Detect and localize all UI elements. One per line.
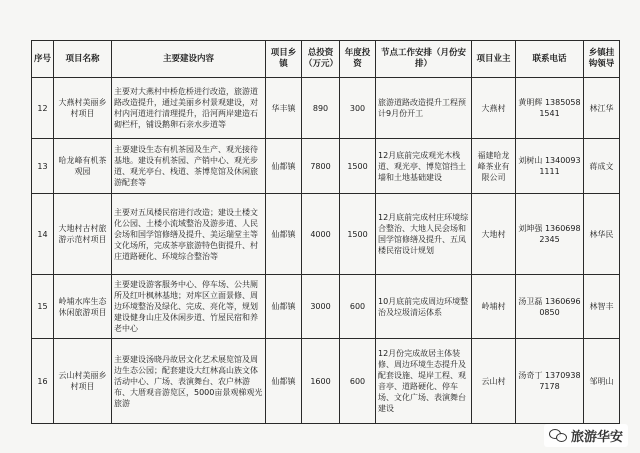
- wechat-watermark: [544, 424, 628, 447]
- cell-total: 3000: [302, 275, 340, 339]
- header-seq: 序号: [32, 41, 54, 78]
- cell-annual: 1500: [340, 194, 376, 275]
- cell-contact: 汤卫磊 13606960850: [516, 275, 584, 339]
- header-name: 项目名称: [54, 41, 112, 78]
- cell-seq: 16: [32, 339, 54, 424]
- cell-name: 岭埔水库生态休闲旅游项目: [54, 275, 112, 339]
- cell-town: 仙都镇: [266, 194, 302, 275]
- header-content: 主要建设内容: [112, 41, 266, 78]
- cell-leader: 邹明山: [584, 339, 620, 424]
- cell-leader: 林智丰: [584, 275, 620, 339]
- cell-town: 仙都镇: [266, 339, 302, 424]
- cell-name: 大燕村美丽乡村项目: [54, 78, 112, 139]
- header-node: 节点工作安排（月份安排）: [376, 41, 472, 78]
- cell-town: 华丰镇: [266, 78, 302, 139]
- cell-owner: 福建哈龙峰茶业有限公司: [472, 139, 516, 194]
- project-table: [31, 40, 620, 424]
- cell-leader: 林华民: [584, 194, 620, 275]
- cell-contact: 汤奇丁 13709387178: [516, 339, 584, 424]
- cell-content: 主要建设游客服务中心、停车场、公共厕所及红叶枫林基地；对库区立面景修、周边环境整治及绿化、完成、亮化等，规划建设健身山庄及休闲步道、竹屋民宿和养老中心: [112, 275, 266, 339]
- cell-leader: 林江华: [584, 78, 620, 139]
- wechat-icon: [549, 429, 567, 443]
- header-annual: 年度投资: [340, 41, 376, 78]
- cell-total: 890: [302, 78, 340, 139]
- cell-leader: 蒋成文: [584, 139, 620, 194]
- header-total: 总投资（万元）: [302, 41, 340, 78]
- cell-node: 12月底前完成村庄环境综合整治、大地人民会场和国学馆修缮及提升、五凤楼民宿设计规划: [376, 194, 472, 275]
- table-row: [32, 275, 620, 339]
- cell-annual: 600: [340, 275, 376, 339]
- cell-contact: 黄明辉 13850581541: [516, 78, 584, 139]
- header-row: [32, 41, 620, 78]
- table-row: [32, 139, 620, 194]
- cell-node: 10月底前完成周边环境整治及垃圾清运体系: [376, 275, 472, 339]
- cell-contact: 刘树山 13400931111: [516, 139, 584, 194]
- cell-annual: 300: [340, 78, 376, 139]
- cell-content: 主要建设生态有机茶园及生产、观光接待基地。建设有机茶园、产销中心、观光步道、观光亭台、栈道、茶博览馆及休闲旅游配套等: [112, 139, 266, 194]
- cell-content: 主要对五凤楼民宿进行改造；建设土楼文化公园、土楼小流域整治及游步道、人民会场和国学馆修缮及提升、美运瑞堂主等文化场所，完成茶亭旅游特色街提升、村庄道路硬化、环境综合整治等: [112, 194, 266, 275]
- cell-content: 主要对大燕村中桥危桥进行改造，旅游道路改造提升，通过美丽乡村景观建设，对村内河道进行清理提升，沿河两岸建造石砌栏杆，铺设鹅卵石亲水步道等: [112, 78, 266, 139]
- cell-content: 主要建设汤晓丹故居文化艺术展览馆及周边生态公园；配套建设大红林高山族文体活动中心、广场、表演舞台、农户林游布、大厝观音游览区，5000亩景观梯观光旅游: [112, 339, 266, 424]
- cell-node: 旅游道路改造提升工程预计9月份开工: [376, 78, 472, 139]
- cell-node: 12月底前完成观光木栈道、观光亭、博览馆挡土墙和土地基础建设: [376, 139, 472, 194]
- header-leader: 乡镇挂钩领导: [584, 41, 620, 78]
- table-row: [32, 339, 620, 424]
- cell-owner: 岭埔村: [472, 275, 516, 339]
- cell-node: 12月份完成故居主体装修、周边环境生态提升及配套设施、堤岸工程、观音亭、道路硬化、停车场、文化广场、表演舞台建设: [376, 339, 472, 424]
- cell-name: 哈龙峰有机茶观园: [54, 139, 112, 194]
- cell-owner: 大地村: [472, 194, 516, 275]
- cell-annual: 600: [340, 339, 376, 424]
- cell-total: 4000: [302, 194, 340, 275]
- table-row: [32, 78, 620, 139]
- cell-name: 云山村美丽乡村项目: [54, 339, 112, 424]
- table-row: [32, 194, 620, 275]
- cell-seq: 14: [32, 194, 54, 275]
- cell-town: 仙都镇: [266, 139, 302, 194]
- cell-contact: 刘坤强 13606982345: [516, 194, 584, 275]
- cell-annual: 1500: [340, 139, 376, 194]
- header-contact: 联系电话: [516, 41, 584, 78]
- cell-seq: 13: [32, 139, 54, 194]
- cell-total: 7800: [302, 139, 340, 194]
- cell-seq: 15: [32, 275, 54, 339]
- cell-owner: 大燕村: [472, 78, 516, 139]
- cell-total: 1600: [302, 339, 340, 424]
- cell-seq: 12: [32, 78, 54, 139]
- cell-owner: 云山村: [472, 339, 516, 424]
- header-owner: 项目业主: [472, 41, 516, 78]
- watermark-text: 旅游华安: [570, 430, 623, 445]
- cell-name: 大地村古村旅游示范村项目: [54, 194, 112, 275]
- header-town: 项目乡镇: [266, 41, 302, 78]
- cell-town: 仙都镇: [266, 275, 302, 339]
